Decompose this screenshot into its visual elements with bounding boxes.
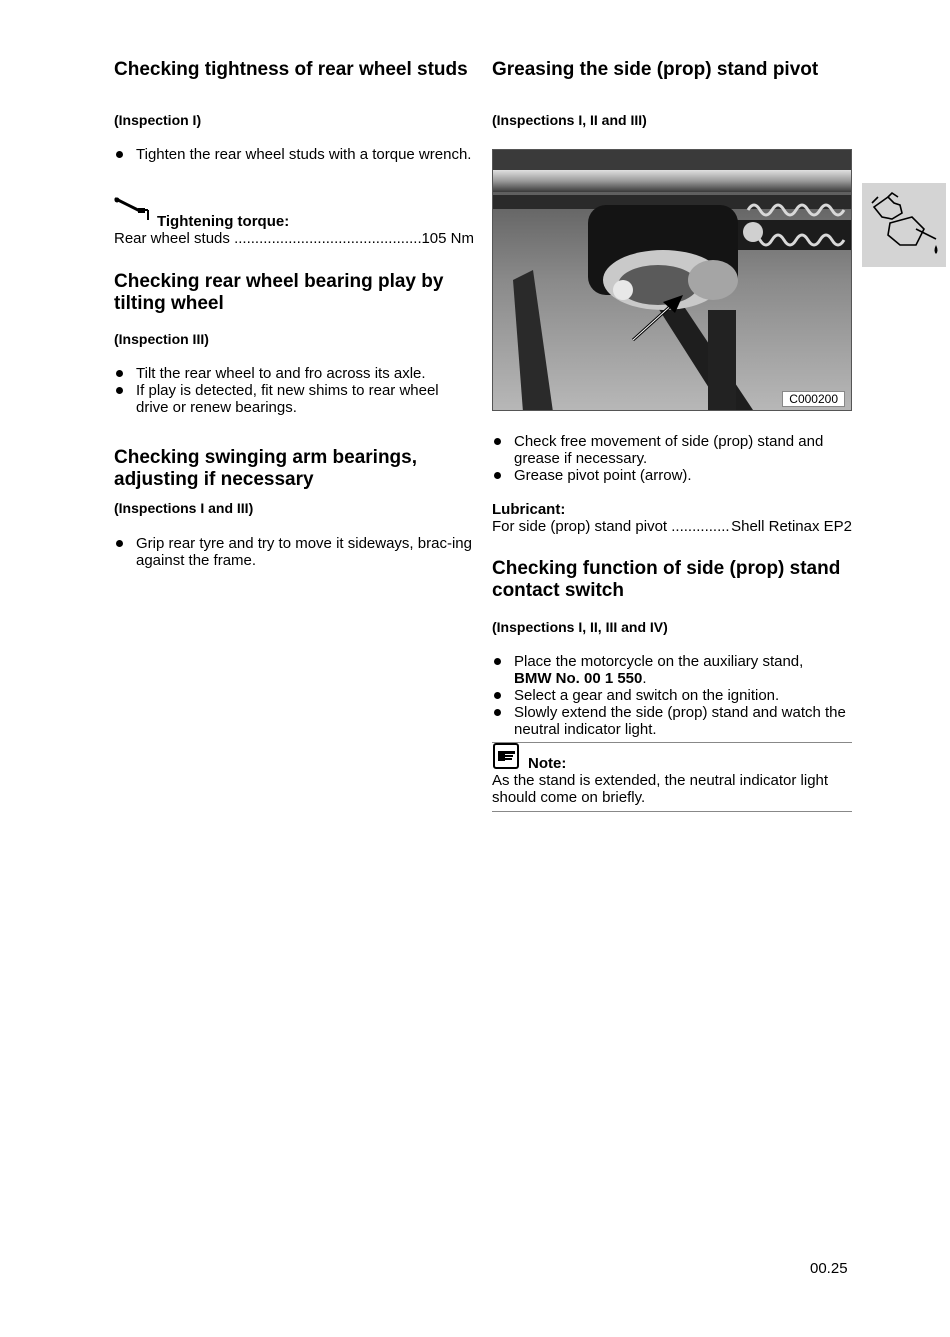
torque-item: Rear wheel studs — [114, 230, 230, 247]
lubricant-item: For side (prop) stand pivot — [492, 518, 668, 535]
list-item: Tilt the rear wheel to and fro across its axle. — [114, 365, 474, 382]
list-item: Grease pivot point (arrow). — [492, 467, 852, 484]
lubricant-label: Lubricant: — [492, 501, 566, 518]
bullet-icon — [494, 692, 501, 699]
note-title: Note: — [528, 755, 567, 772]
bullet-icon — [494, 658, 501, 665]
lubricant-row — [492, 518, 852, 535]
bullet-list — [114, 146, 474, 163]
torque-wrench-icon — [114, 197, 152, 221]
inspection-label: (Inspections I, II, III and IV) — [492, 619, 668, 635]
bullet-list — [492, 433, 852, 484]
bullet-list — [114, 535, 474, 569]
list-item: Select a gear and switch on the ignition. — [492, 687, 852, 704]
bullet-icon — [116, 540, 123, 547]
torque-label: Tightening torque: — [157, 213, 290, 230]
section-tab — [862, 183, 946, 267]
lubricant-spec — [492, 501, 852, 535]
bullet-icon — [116, 370, 123, 377]
tool-number: BMW No. 00 1 550 — [514, 670, 643, 687]
heading-rear-wheel-bearing-play: Checking rear wheel bearing play by tilting wheel — [114, 271, 444, 314]
heading-greasing-side-stand: Greasing the side (prop) stand pivot — [492, 59, 819, 80]
pointing-hand-note-icon — [493, 743, 519, 769]
page-number: 00.25 — [810, 1260, 848, 1277]
leader-dots — [230, 230, 422, 247]
photo-code: C000200 — [782, 391, 845, 407]
torque-value: 105 Nm — [421, 230, 474, 247]
list-item: Check free movement of side (prop) stand and grease if necessary. — [492, 433, 852, 467]
torque-row — [114, 230, 474, 247]
inspection-label: (Inspections I, II and III) — [492, 112, 647, 128]
inspection-label: (Inspections I and III) — [114, 500, 254, 516]
inspection-label: (Inspection I) — [114, 112, 202, 128]
bullet-list — [492, 653, 852, 738]
torque-spec — [114, 199, 474, 247]
side-stand-pivot-photo — [492, 149, 852, 411]
inspection-label: (Inspection III) — [114, 331, 209, 347]
bullet-icon — [116, 151, 123, 158]
bullet-icon — [494, 472, 501, 479]
bullet-icon — [116, 387, 123, 394]
leader-dots — [667, 518, 731, 535]
side-stand-pivot-illustration — [493, 150, 852, 411]
heading-swinging-arm-bearings: Checking swinging arm bearings, adjusting if necessary — [114, 447, 418, 490]
list-item: Grip rear tyre and try to move it sideways, brac-ing against the frame. — [114, 535, 474, 569]
heading-rear-wheel-studs: Checking tightness of rear wheel studs — [114, 59, 468, 80]
hand-oil-can-icon — [862, 183, 946, 267]
list-item: Tighten the rear wheel studs with a torque wrench. — [114, 146, 474, 163]
note-block — [492, 742, 852, 812]
list-item: Place the motorcycle on the auxiliary stand, BMW No. 00 1 550. — [492, 653, 852, 687]
lubricant-value: Shell Retinax EP2 — [731, 518, 852, 535]
list-item: If play is detected, fit new shims to rear wheel drive or renew bearings. — [114, 382, 474, 416]
list-item: Slowly extend the side (prop) stand and watch the neutral indicator light. — [492, 704, 852, 738]
heading-side-stand-contact-switch: Checking function of side (prop) stand contact switch — [492, 558, 841, 601]
bullet-icon — [494, 438, 501, 445]
note-text: As the stand is extended, the neutral indicator light should come on briefly. — [492, 772, 829, 806]
bullet-list — [114, 365, 474, 416]
bullet-icon — [494, 709, 501, 716]
